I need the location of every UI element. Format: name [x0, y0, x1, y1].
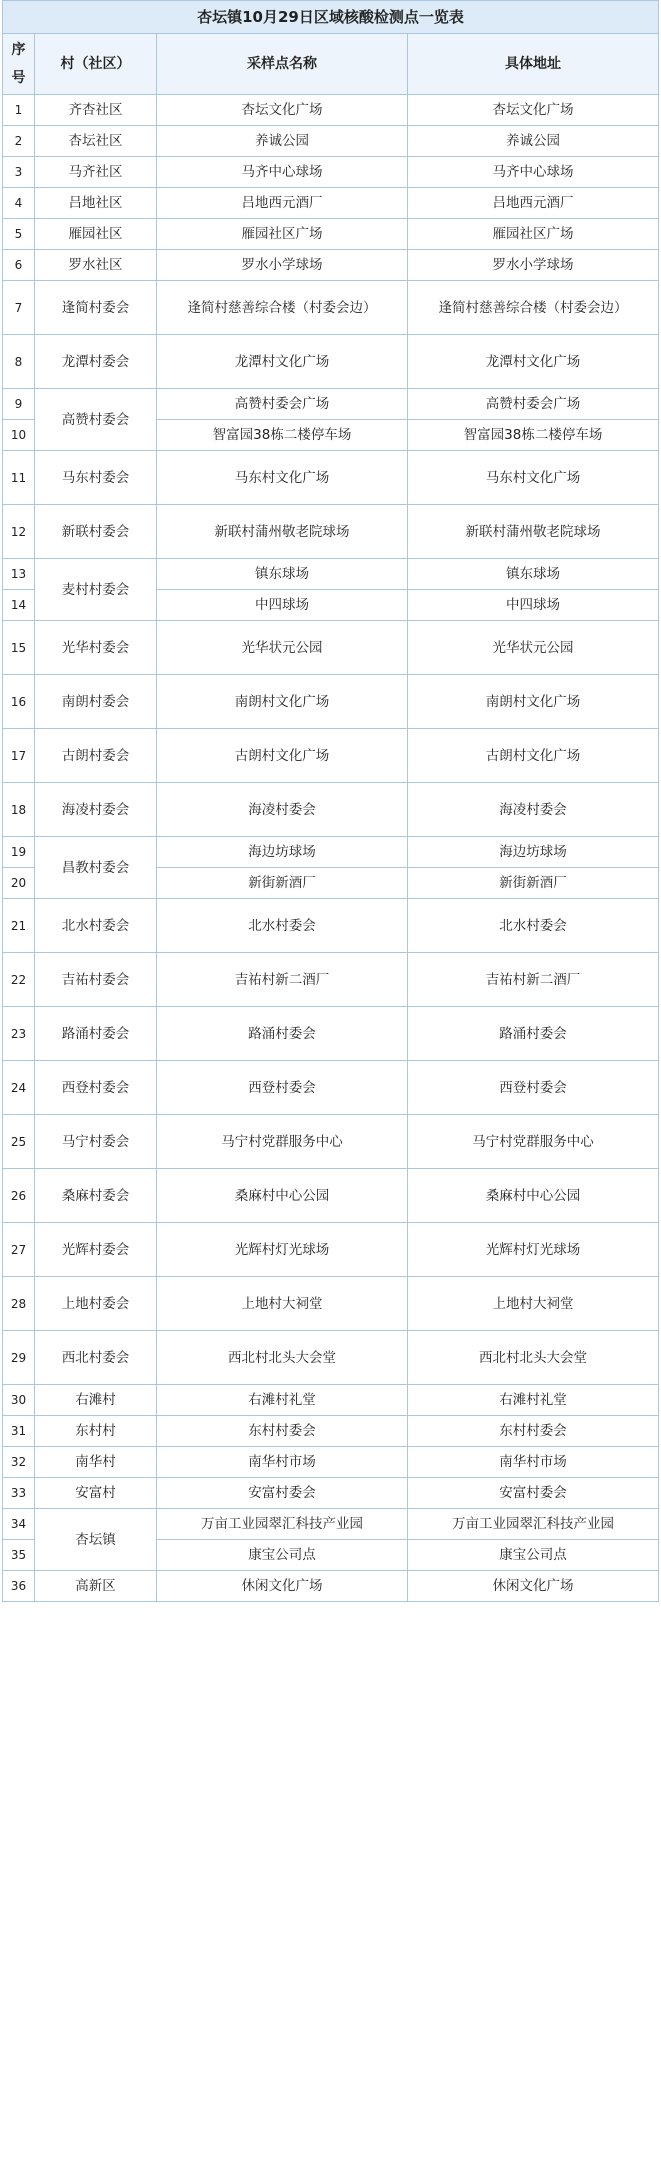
table-row — [3, 675, 659, 729]
village-cell: 高赞村委会 — [35, 389, 157, 451]
address-cell: 光辉村灯光球场 — [408, 1223, 659, 1277]
address-cell: 马齐中心球场 — [408, 157, 659, 188]
table-row — [3, 1385, 659, 1416]
site-cell: 康宝公司点 — [157, 1540, 408, 1571]
village-cell: 逢简村委会 — [35, 281, 157, 335]
site-cell: 东村村委会 — [157, 1416, 408, 1447]
table-row — [3, 1169, 659, 1223]
address-cell: 古朗村文化广场 — [408, 729, 659, 783]
village-cell: 安富村 — [35, 1478, 157, 1509]
village-cell: 古朗村委会 — [35, 729, 157, 783]
row-number: 25 — [3, 1115, 35, 1169]
row-number: 15 — [3, 621, 35, 675]
site-cell: 上地村大祠堂 — [157, 1277, 408, 1331]
address-cell: 高赞村委会广场 — [408, 389, 659, 420]
header-address: 具体地址 — [408, 34, 659, 95]
address-cell: 南华村市场 — [408, 1447, 659, 1478]
village-cell: 东村村 — [35, 1416, 157, 1447]
site-cell: 雁园社区广场 — [157, 219, 408, 250]
row-number: 14 — [3, 590, 35, 621]
address-cell: 龙潭村文化广场 — [408, 335, 659, 389]
village-cell: 南华村 — [35, 1447, 157, 1478]
village-cell: 马齐社区 — [35, 157, 157, 188]
table-row — [3, 1509, 659, 1540]
site-cell: 南华村市场 — [157, 1447, 408, 1478]
table-row — [3, 1223, 659, 1277]
row-number: 28 — [3, 1277, 35, 1331]
table-row — [3, 157, 659, 188]
address-cell: 路涌村委会 — [408, 1007, 659, 1061]
site-cell: 新街新酒厂 — [157, 868, 408, 899]
site-cell: 智富园38栋二楼停车场 — [157, 420, 408, 451]
row-number: 24 — [3, 1061, 35, 1115]
village-cell: 龙潭村委会 — [35, 335, 157, 389]
table-row — [3, 783, 659, 837]
site-cell: 北水村委会 — [157, 899, 408, 953]
address-cell: 逢简村慈善综合楼（村委会边） — [408, 281, 659, 335]
address-cell: 康宝公司点 — [408, 1540, 659, 1571]
row-number: 22 — [3, 953, 35, 1007]
village-cell: 桑麻村委会 — [35, 1169, 157, 1223]
village-cell: 雁园社区 — [35, 219, 157, 250]
site-cell: 古朗村文化广场 — [157, 729, 408, 783]
table-row — [3, 335, 659, 389]
address-cell: 海边坊球场 — [408, 837, 659, 868]
village-cell: 上地村委会 — [35, 1277, 157, 1331]
header-village: 村（社区） — [35, 34, 157, 95]
address-cell: 新街新酒厂 — [408, 868, 659, 899]
site-cell: 中四球场 — [157, 590, 408, 621]
row-number: 1 — [3, 95, 35, 126]
row-number: 12 — [3, 505, 35, 559]
table-row — [3, 1277, 659, 1331]
site-cell: 马宁村党群服务中心 — [157, 1115, 408, 1169]
table-row — [3, 899, 659, 953]
site-cell: 西登村委会 — [157, 1061, 408, 1115]
row-number: 34 — [3, 1509, 35, 1540]
village-cell: 西北村委会 — [35, 1331, 157, 1385]
row-number: 4 — [3, 188, 35, 219]
site-cell: 马东村文化广场 — [157, 451, 408, 505]
site-cell: 杏坛文化广场 — [157, 95, 408, 126]
site-cell: 万亩工业园翠汇科技产业园 — [157, 1509, 408, 1540]
row-number: 7 — [3, 281, 35, 335]
village-cell: 吉祐村委会 — [35, 953, 157, 1007]
address-cell: 吉祐村新二酒厂 — [408, 953, 659, 1007]
address-cell: 北水村委会 — [408, 899, 659, 953]
site-cell: 光辉村灯光球场 — [157, 1223, 408, 1277]
testing-sites-table — [2, 0, 659, 1602]
address-cell: 新联村蒲州敬老院球场 — [408, 505, 659, 559]
row-number: 19 — [3, 837, 35, 868]
row-number: 35 — [3, 1540, 35, 1571]
address-cell: 中四球场 — [408, 590, 659, 621]
village-cell: 吕地社区 — [35, 188, 157, 219]
table-row — [3, 1061, 659, 1115]
village-cell: 高新区 — [35, 1571, 157, 1602]
table-title: 杏坛镇10月29日区域核酸检测点一览表 — [3, 1, 659, 34]
row-number: 26 — [3, 1169, 35, 1223]
site-cell: 南朗村文化广场 — [157, 675, 408, 729]
table-row — [3, 559, 659, 590]
address-cell: 西登村委会 — [408, 1061, 659, 1115]
site-cell: 西北村北头大会堂 — [157, 1331, 408, 1385]
header-site: 采样点名称 — [157, 34, 408, 95]
row-number: 5 — [3, 219, 35, 250]
site-cell: 光华状元公园 — [157, 621, 408, 675]
site-cell: 桑麻村中心公园 — [157, 1169, 408, 1223]
table-row — [3, 126, 659, 157]
row-number: 16 — [3, 675, 35, 729]
table-row — [3, 837, 659, 868]
address-cell: 海凌村委会 — [408, 783, 659, 837]
site-cell: 高赞村委会广场 — [157, 389, 408, 420]
row-number: 20 — [3, 868, 35, 899]
header-index: 序号 — [3, 34, 35, 95]
title-row — [3, 1, 659, 34]
address-cell: 万亩工业园翠汇科技产业园 — [408, 1509, 659, 1540]
site-cell: 新联村蒲州敬老院球场 — [157, 505, 408, 559]
row-number: 21 — [3, 899, 35, 953]
village-cell: 杏坛社区 — [35, 126, 157, 157]
row-number: 13 — [3, 559, 35, 590]
row-number: 36 — [3, 1571, 35, 1602]
address-cell: 罗水小学球场 — [408, 250, 659, 281]
table-row — [3, 729, 659, 783]
village-cell: 右滩村 — [35, 1385, 157, 1416]
table-row — [3, 1571, 659, 1602]
village-cell: 西登村委会 — [35, 1061, 157, 1115]
table-row — [3, 505, 659, 559]
village-cell: 海凌村委会 — [35, 783, 157, 837]
header-row — [3, 34, 659, 95]
row-number: 10 — [3, 420, 35, 451]
village-cell: 昌教村委会 — [35, 837, 157, 899]
address-cell: 西北村北头大会堂 — [408, 1331, 659, 1385]
village-cell: 光华村委会 — [35, 621, 157, 675]
village-cell: 齐杏社区 — [35, 95, 157, 126]
address-cell: 桑麻村中心公园 — [408, 1169, 659, 1223]
table-row — [3, 1331, 659, 1385]
address-cell: 镇东球场 — [408, 559, 659, 590]
site-cell: 吉祐村新二酒厂 — [157, 953, 408, 1007]
row-number: 32 — [3, 1447, 35, 1478]
village-cell: 罗水社区 — [35, 250, 157, 281]
site-cell: 海边坊球场 — [157, 837, 408, 868]
site-cell: 镇东球场 — [157, 559, 408, 590]
row-number: 30 — [3, 1385, 35, 1416]
table-row — [3, 953, 659, 1007]
address-cell: 光华状元公园 — [408, 621, 659, 675]
village-cell: 马东村委会 — [35, 451, 157, 505]
table-row — [3, 1478, 659, 1509]
village-cell: 马宁村委会 — [35, 1115, 157, 1169]
table-row — [3, 250, 659, 281]
address-cell: 雁园社区广场 — [408, 219, 659, 250]
site-cell: 马齐中心球场 — [157, 157, 408, 188]
village-cell: 新联村委会 — [35, 505, 157, 559]
address-cell: 杏坛文化广场 — [408, 95, 659, 126]
table-row — [3, 1007, 659, 1061]
site-cell: 吕地西元酒厂 — [157, 188, 408, 219]
row-number: 23 — [3, 1007, 35, 1061]
address-cell: 南朗村文化广场 — [408, 675, 659, 729]
site-cell: 路涌村委会 — [157, 1007, 408, 1061]
table-body — [3, 95, 659, 1602]
table-row — [3, 281, 659, 335]
site-cell: 右滩村礼堂 — [157, 1385, 408, 1416]
table-row — [3, 451, 659, 505]
row-number: 9 — [3, 389, 35, 420]
row-number: 29 — [3, 1331, 35, 1385]
site-cell: 逢简村慈善综合楼（村委会边） — [157, 281, 408, 335]
address-cell: 安富村委会 — [408, 1478, 659, 1509]
row-number: 27 — [3, 1223, 35, 1277]
address-cell: 东村村委会 — [408, 1416, 659, 1447]
row-number: 31 — [3, 1416, 35, 1447]
row-number: 8 — [3, 335, 35, 389]
village-cell: 路涌村委会 — [35, 1007, 157, 1061]
address-cell: 上地村大祠堂 — [408, 1277, 659, 1331]
address-cell: 马东村文化广场 — [408, 451, 659, 505]
address-cell: 马宁村党群服务中心 — [408, 1115, 659, 1169]
table-row — [3, 1115, 659, 1169]
address-cell: 养诚公园 — [408, 126, 659, 157]
address-cell: 休闲文化广场 — [408, 1571, 659, 1602]
site-cell: 罗水小学球场 — [157, 250, 408, 281]
table-row — [3, 219, 659, 250]
table-row — [3, 188, 659, 219]
row-number: 11 — [3, 451, 35, 505]
site-cell: 休闲文化广场 — [157, 1571, 408, 1602]
table-row — [3, 1447, 659, 1478]
village-cell: 杏坛镇 — [35, 1509, 157, 1571]
table-row — [3, 389, 659, 420]
site-cell: 养诚公园 — [157, 126, 408, 157]
address-cell: 右滩村礼堂 — [408, 1385, 659, 1416]
site-cell: 安富村委会 — [157, 1478, 408, 1509]
address-cell: 吕地西元酒厂 — [408, 188, 659, 219]
site-cell: 海凌村委会 — [157, 783, 408, 837]
row-number: 18 — [3, 783, 35, 837]
table-row — [3, 1416, 659, 1447]
site-cell: 龙潭村文化广场 — [157, 335, 408, 389]
village-cell: 南朗村委会 — [35, 675, 157, 729]
village-cell: 光辉村委会 — [35, 1223, 157, 1277]
table-row — [3, 621, 659, 675]
village-cell: 北水村委会 — [35, 899, 157, 953]
address-cell: 智富园38栋二楼停车场 — [408, 420, 659, 451]
row-number: 2 — [3, 126, 35, 157]
row-number: 3 — [3, 157, 35, 188]
row-number: 33 — [3, 1478, 35, 1509]
row-number: 17 — [3, 729, 35, 783]
village-cell: 麦村村委会 — [35, 559, 157, 621]
row-number: 6 — [3, 250, 35, 281]
table-row — [3, 95, 659, 126]
